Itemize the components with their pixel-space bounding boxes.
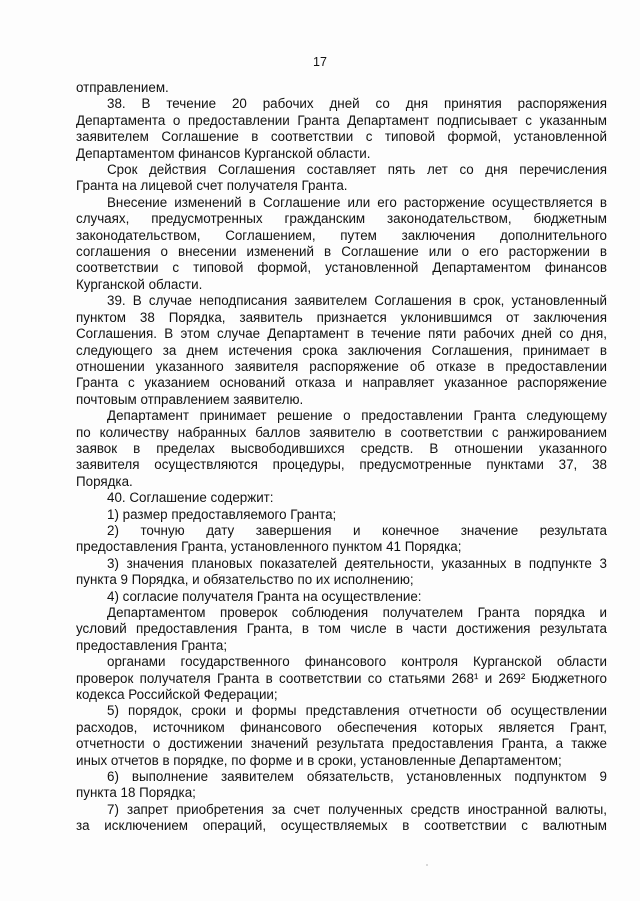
text-line: следующего за днем истечения срока заключения Соглашения, принимает в xyxy=(76,342,607,358)
text-line: Департамент принимает решение о предоставлении Гранта следующему xyxy=(107,408,607,424)
text-line: случаях, предусмотренных гражданским законодательством, бюджетным xyxy=(76,211,607,227)
text-line: 39. В случае неподписания заявителем Соглашения в срок, установленный xyxy=(107,293,607,309)
text-line: расходов, источником финансового обеспечения которых является Грант, xyxy=(76,719,607,735)
text-line: Гранта на лицевой счет получателя Гранта. xyxy=(76,178,348,194)
document-body xyxy=(76,80,607,835)
text-line: предоставления Гранта, установленного пунктом 41 Порядка; xyxy=(76,539,462,555)
text-line: Соглашения. В этом случае Департамент в течение пяти рабочих дней со дня, xyxy=(76,326,607,342)
text-line: Департамента о предоставлении Гранта Департамент подписывает с указанным xyxy=(76,112,607,128)
text-line: Внесение изменений в Соглашение или его расторжение осуществляется в xyxy=(107,194,607,210)
text-line: Гранта с указанием оснований отказа и направляет указанное распоряжение xyxy=(76,375,607,391)
text-line: по количеству набранных баллов заявителю в соответствии с ранжированием xyxy=(76,424,607,440)
text-line: пункта 9 Порядка, и обязательство по их исполнению; xyxy=(76,572,414,588)
text-line: почтовым отправлением заявителю. xyxy=(76,391,304,407)
text-line: Курганской области. xyxy=(76,276,203,292)
text-line: 6) выполнение заявителем обязательств, установленных подпунктом 9 xyxy=(107,769,607,785)
text-line: кодекса Российской Федерации; xyxy=(76,687,278,703)
text-line: за исключением операций, осуществляемых в соответствии с валютным xyxy=(76,818,607,834)
text-line: заявителем Соглашение в соответствии с типовой формой, установленной xyxy=(76,129,607,145)
text-line: отчетности о достижении значений результата предоставления Гранта, а также xyxy=(76,736,607,752)
page-number: 17 xyxy=(313,55,327,69)
scan-speck xyxy=(426,864,428,866)
text-line: 7) запрет приобретения за счет полученных средств иностранной валюты, xyxy=(107,801,607,817)
text-line: отправлением. xyxy=(76,80,169,95)
text-line: 38. В течение 20 рабочих дней со дня принятия распоряжения xyxy=(107,96,607,112)
text-line: заявителя осуществляются процедуры, предусмотренные пунктами 37, 38 xyxy=(76,457,607,473)
text-line: иных отчетов в порядке, по форме и в сроки, установленные Департаментом; xyxy=(76,752,562,768)
text-line: законодательством, Соглашением, путем заключения дополнительного xyxy=(76,227,607,243)
text-line: Порядка. xyxy=(76,473,133,489)
text-line: соглашения о внесении изменений в Соглашение или о его расторжении в xyxy=(76,244,607,260)
text-line: соответствии с типовой формой, установленной Департаментом финансов xyxy=(76,260,607,276)
text-line: Срок действия Соглашения составляет пять лет со дня перечисления xyxy=(107,162,607,178)
text-line: 40. Соглашение содержит: xyxy=(107,490,274,506)
text-line: проверок получателя Гранта в соответствии со статьями 268¹ и 269² Бюджетного xyxy=(76,670,607,686)
text-line: пункта 18 Порядка; xyxy=(76,785,196,801)
text-line: предоставления Гранта; xyxy=(76,637,228,653)
text-line: органами государственного финансового контроля Курганской области xyxy=(107,654,607,670)
text-line: заявок в пределах высвободившихся средств. В отношении указанного xyxy=(76,440,607,456)
text-line: 5) порядок, сроки и формы представления отчетности об осуществлении xyxy=(107,703,607,719)
text-line: отношении указанного заявителя распоряжение об отказе в предоставлении xyxy=(76,358,607,374)
text-line: Департаментом проверок соблюдения получателем Гранта порядка и xyxy=(107,605,607,620)
text-line: пунктом 38 Порядка, заявитель признается уклонившимся от заключения xyxy=(76,309,607,325)
text-line: 1) размер предоставляемого Гранта; xyxy=(107,506,337,522)
text-line: 3) значения плановых показателей деятельности, указанных в подпункте 3 xyxy=(107,555,607,571)
text-line: условий предоставления Гранта, в том числе в части достижения результата xyxy=(76,621,607,637)
text-line: 2) точную дату завершения и конечное значение результата xyxy=(107,522,607,538)
text-line: 4) согласие получателя Гранта на осуществление: xyxy=(107,588,422,604)
text-line: Департаментом финансов Курганской области. xyxy=(76,145,371,161)
